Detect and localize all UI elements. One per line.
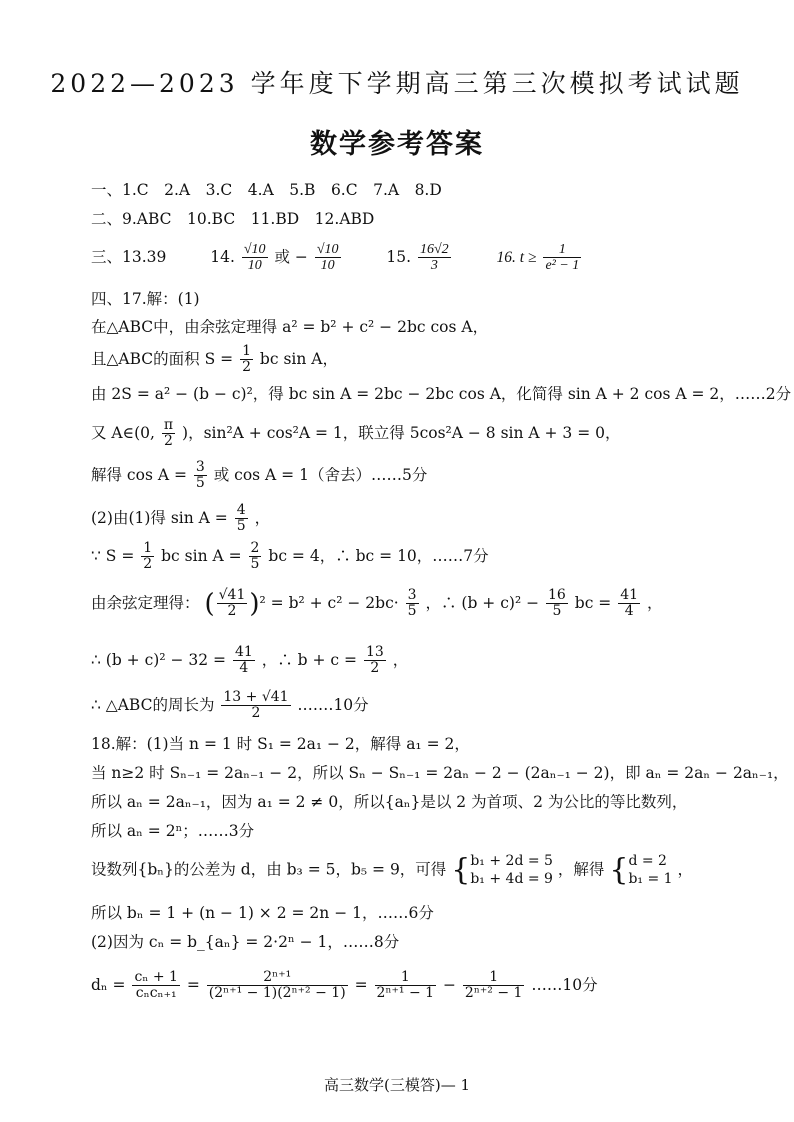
fraction: $\frac{2}{5}$ (250, 540, 260, 573)
fraction: $\frac{1}{\text{2ⁿ⁺¹ − 1}}$ (376, 969, 435, 1002)
fraction: $\frac{3}{5}$ (195, 459, 205, 492)
fraction: $\frac{\text{2ⁿ⁺¹}}{\text{(2ⁿ⁺¹ − 1)(2ⁿ⁺² − 1)}}$ (208, 969, 346, 1002)
q17-line: 解得 cos A = $\frac{3}{5}$ 或 cos A = 1（舍去）……5分 (91, 459, 428, 492)
section-2-answers: 二、9.ABC 10.BC 11.BD 12.ABD (91, 210, 375, 228)
q18-line: 所以 bₙ = 1 + (n − 1) × 2 = 2n − 1，……6分 (91, 904, 434, 922)
fraction: $\frac{13}{2}$ (365, 644, 384, 677)
fraction: $\frac{√41}{2}$ (218, 587, 246, 620)
page-title: 2022—2023 学年度下学期高三第三次模拟考试试题 (50, 69, 744, 98)
fraction: $\frac{13 + √41}{2}$ (223, 689, 289, 722)
fraction: $\frac{16}{5}$ (548, 587, 566, 620)
fraction: $\frac{√10}{10}$ (243, 242, 266, 274)
fraction: $\frac{√10}{10}$ (316, 242, 339, 274)
fraction: $\frac{3}{5}$ (407, 587, 417, 620)
q17-line: ∵ S = $\frac{1}{2}$ bc sin A = $\frac{2}{5}$ bc = 4，∴ bc = 10，……7分 (91, 540, 489, 573)
fraction: $\frac{1}{2}$ (143, 540, 153, 573)
q17-line: ∴ (b + c)² − 32 = $\frac{41}{4}$ ，∴ b + c = $\frac{13}{2}$ ， (91, 644, 409, 677)
q18-line: (2)因为 cₙ = b_{aₙ} = 2·2ⁿ − 1，……8分 (91, 933, 400, 951)
fraction: $\frac{4}{5}$ (236, 502, 246, 535)
equation-system: b₁ + 2d = 5 b₁ + 4d = 9 (470, 853, 553, 887)
fraction: $\frac{1}{2}$ (242, 343, 251, 376)
q17-line: 由 2S = a² − (b − c)²，得 bc sin A = 2bc − 2bc cos A，化简得 sin A + 2 cos A = 2，……2分 (91, 385, 792, 403)
page-subtitle: 数学参考答案 (310, 129, 484, 160)
q18-line: 所以 aₙ = 2aₙ₋₁，因为 a₁ = 2 ≠ 0，所以{aₙ}是以 2 为首项、2 为公比的等比数列， (91, 793, 688, 811)
fraction: $\frac{\pi}{2}$ (163, 417, 174, 450)
page-footer: 高三数学(三模答)— 1 (323, 1076, 471, 1094)
q17-line: 在△ABC中，由余弦定理得 a² = b² + c² − 2bc cos A， (91, 318, 489, 336)
fraction: $\frac{41}{4}$ (234, 644, 253, 677)
q18-line: 所以 aₙ = 2ⁿ；……3分 (91, 822, 255, 840)
equation-system: d = 2 b₁ = 1 (628, 853, 673, 887)
q18-line: 18.解：(1)当 n = 1 时 S₁ = 2a₁ − 2，解得 a₁ = 2， (91, 735, 470, 753)
q17-line: 且△ABC的面积 S = $\frac{1}{2}$ bc sin A， (91, 343, 338, 376)
q17-line: 又 A∈(0, $\frac{\pi}{2}$ )，sin²A + cos²A = 1，联立得 5cos²A − 8 sin A + 3 = 0， (91, 417, 621, 450)
fraction: $\frac{1}{\text{e² − 1}}$ (545, 242, 580, 274)
q17-line: ∴ △ABC的周长为 $\frac{13 + √41}{2}$ .……10分 (91, 689, 369, 722)
q17-line: 由余弦定理得： ( $\frac{√41}{2}$ )² = b² + c² − 2bc· $\frac{3}{5}$ ，∴ (b + c)² − $\frac{16}{5}$ bc = $\frac{41}{4}$ ， (91, 587, 663, 620)
q18-line: dₙ = $\frac{\text{cₙ + 1}}{\text{cₙcₙ₊₁}}$ = $\frac{\text{2ⁿ⁺¹}}{\text{(2ⁿ⁺¹ − 1)(2ⁿ⁺² − 1)}}$ = $\frac{1}{\text{2ⁿ⁺¹ − 1}}$ − $\frac{1}{\text{2ⁿ⁺² − 1}}$ ……10分 (91, 969, 598, 1002)
fraction: $\frac{\text{cₙ + 1}}{\text{cₙcₙ₊₁}}$ (134, 969, 178, 1002)
fraction: $\frac{1}{\text{2ⁿ⁺² − 1}}$ (464, 969, 523, 1002)
section-1-answers: 一、1.C 2.A 3.C 4.A 5.B 6.C 7.A 8.D (91, 181, 442, 199)
fraction: $\frac{41}{4}$ (620, 587, 639, 620)
q17-heading: 四、17.解：(1) (91, 290, 200, 308)
fraction: $\frac{16√2}{3}$ (419, 242, 449, 274)
q18-line: 设数列{bₙ}的公差为 d，由 b₃ = 5，b₅ = 9，可得 { b₁ + 2d = 5 b₁ + 4d = 9 ，解得 { d = 2 b₁ = 1 ， (91, 852, 694, 888)
q18-line: 当 n≥2 时 Sₙ₋₁ = 2aₙ₋₁ − 2，所以 Sₙ − Sₙ₋₁ = 2aₙ − 2 − (2aₙ₋₁ − 2)，即 aₙ = 2aₙ − 2aₙ₋₁， (91, 764, 789, 782)
q17-line: (2)由(1)得 sin A = $\frac{4}{5}$ ， (91, 502, 271, 535)
section-3-answers: 三、13.39 14. $\frac{√10}{10}$ 或 − $\frac{√10}{10}$ 15. $\frac{16√2}{3}$ 16. t ≥ $\frac{1}{\text{e² − 1}}$ (91, 242, 580, 274)
